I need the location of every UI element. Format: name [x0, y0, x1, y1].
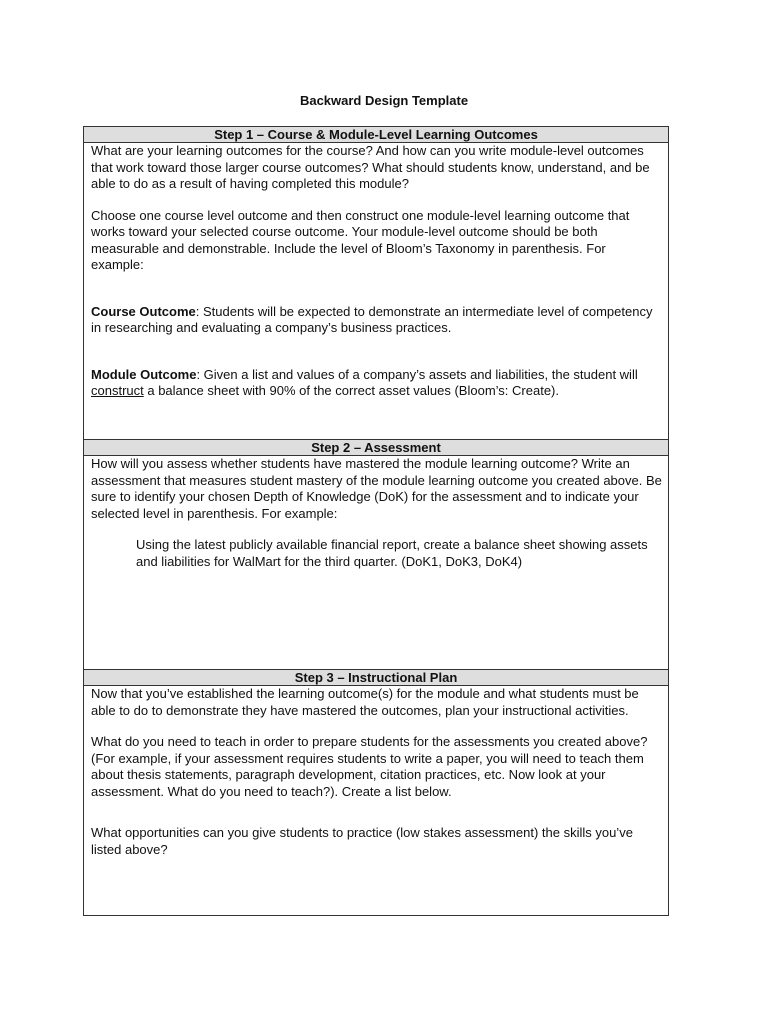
step3-teach-question: What do you need to teach in order to prepare students for the assessments you created above? (For example, if your assessment requires students to write a paper, you will need to teach them about thesis statements, paragraph development, citation practices, etc. Now look at your assessment. What do you need to teach?). Create a list below.	[91, 734, 648, 799]
course-outcome-example	[91, 304, 662, 337]
module-outcome-label: Module Outcome	[91, 366, 197, 382]
module-outcome-underlined-verb: construct	[91, 383, 144, 398]
course-outcome-text: : Students will be expected to demonstrate an intermediate level of competency in researching and evaluating a company’s business practices.	[91, 303, 653, 335]
step1-body	[84, 143, 668, 439]
step3-practice-question: What opportunities can you give students to practice (low stakes assessment) the skills you’ve listed above?	[91, 825, 633, 857]
module-outcome-text-a: : Given a list and values of a company’s assets and liabilities, the student will	[196, 366, 638, 382]
step1-instruction: Choose one course level outcome and then construct one module-level learning outcome that works toward your selected course outcome. Your module-level outcome should be both measurable and demonstrable. Include the level of Bloom’s Taxonomy in parenthesis. For example:	[91, 207, 630, 272]
step2-example: Using the latest publicly available financial report, create a balance sheet showing assets and liabilities for WalMart for the third quarter. (DoK1, DoK3, DoK4)	[136, 537, 648, 569]
module-outcome-example	[91, 367, 662, 400]
template-table	[83, 126, 669, 916]
step1-intro: What are your learning outcomes for the course? And how can you write module-level outcomes that work toward those larger course outcomes? What should students know, understand, and be able to do as a result of having completed this module?	[91, 143, 650, 191]
step1-header: Step 1 – Course & Module-Level Learning Outcomes	[84, 127, 668, 143]
document-title: Backward Design Template	[299, 93, 469, 108]
step2-intro: How will you assess whether students have mastered the module learning outcome? Write an assessment that measures student mastery of the module learning outcome you created above. Be sure to identify your chosen Depth of Knowledge (DoK) for the assessment and to indicate your selected level in parenthesis. For example:	[91, 456, 662, 521]
step2-header: Step 2 – Assessment	[84, 439, 668, 456]
step3-header: Step 3 – Instructional Plan	[84, 669, 668, 686]
step3-intro: Now that you’ve established the learning outcome(s) for the module and what students must be able to do to demonstrate they have mastered the outcomes, plan your instructional activities.	[91, 686, 639, 718]
step2-body	[84, 456, 668, 669]
module-outcome-text-b: a balance sheet with 90% of the correct asset values (Bloom’s: Create).	[143, 383, 559, 398]
course-outcome-label: Course Outcome	[91, 303, 196, 319]
step3-body	[84, 686, 668, 915]
